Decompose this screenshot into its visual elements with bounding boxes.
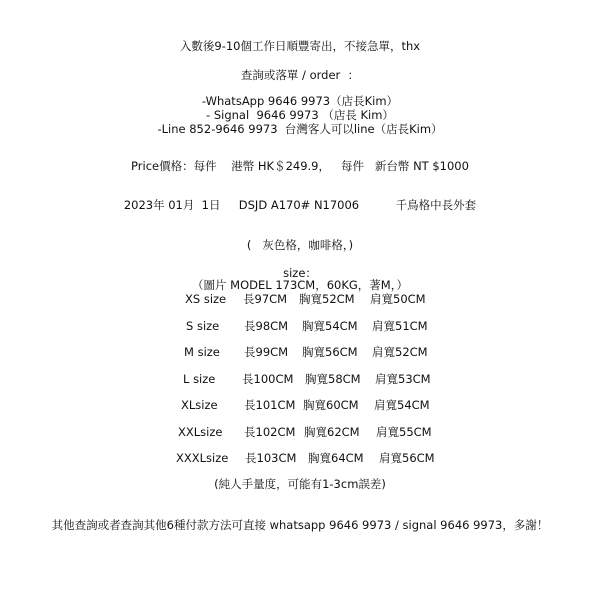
shipping-notice: 入數後9-10個工作日順豐寄出，不接急單，thx: [179, 39, 421, 53]
size-length: 長100CM: [242, 372, 294, 386]
size-label: XS size: [185, 292, 227, 306]
contact-line: -Line 852-9646 9973 台灣客人可以line（店長Kim）: [157, 122, 443, 136]
size-row: [0, 292, 600, 306]
model-info: （圖片 MODEL 173CM，60KG，著M，）: [192, 278, 408, 292]
size-row: [0, 372, 600, 386]
size-shoulder: 肩寬53CM: [375, 372, 431, 386]
footer-note: 其他查詢或者查詢其他6種付款方法可直接 whatsapp 9646 9973 / signal 9646 9973，多謝！: [51, 518, 549, 532]
size-chest: 胸寬56CM: [302, 345, 358, 359]
size-heading: size：: [283, 266, 317, 280]
size-row: [0, 425, 600, 439]
size-label: XXXLsize: [176, 451, 229, 465]
size-row: [0, 398, 600, 412]
size-chest: 胸寬64CM: [308, 451, 364, 465]
size-length: 長102CM: [244, 425, 296, 439]
price-line: Price價格：每件 港幣 HK＄249.9， 每件 新台幣 NT $1000: [131, 159, 469, 173]
size-label: XLsize: [181, 398, 218, 412]
size-row: [0, 345, 600, 359]
size-length: 長99CM: [244, 345, 289, 359]
product-line: 2023年 01月 1日 DSJD A170# N17006 千鳥格中長外套: [123, 198, 477, 212]
order-heading: 查詢或落單 / order ：: [240, 68, 360, 82]
size-row: [0, 451, 600, 465]
size-label: L size: [183, 372, 216, 386]
size-chest: 胸寬60CM: [303, 398, 359, 412]
measurement-note: (純人手量度，可能有1-3cm誤差): [214, 477, 386, 491]
color-options: ( 灰色格，咖啡格，): [246, 238, 354, 252]
size-length: 長103CM: [245, 451, 297, 465]
contact-signal: - Signal 9646 9973 （店長 Kim）: [206, 108, 394, 122]
size-chest: 胸寬62CM: [304, 425, 360, 439]
size-label: XXLsize: [178, 425, 223, 439]
size-shoulder: 肩寬56CM: [379, 451, 435, 465]
size-length: 長97CM: [243, 292, 288, 306]
size-shoulder: 肩寬54CM: [374, 398, 430, 412]
size-length: 長101CM: [244, 398, 296, 412]
size-label: S size: [186, 319, 220, 333]
size-label: M size: [184, 345, 220, 359]
contact-whatsapp: -WhatsApp 9646 9973（店長Kim）: [201, 94, 399, 108]
size-shoulder: 肩寬55CM: [376, 425, 432, 439]
size-chest: 胸寬52CM: [299, 292, 355, 306]
size-row: [0, 319, 600, 333]
size-shoulder: 肩寬51CM: [372, 319, 428, 333]
size-chest: 胸寬54CM: [302, 319, 358, 333]
size-length: 長98CM: [244, 319, 289, 333]
size-shoulder: 肩寬52CM: [372, 345, 428, 359]
size-shoulder: 肩寬50CM: [370, 292, 426, 306]
size-chest: 胸寬58CM: [305, 372, 361, 386]
